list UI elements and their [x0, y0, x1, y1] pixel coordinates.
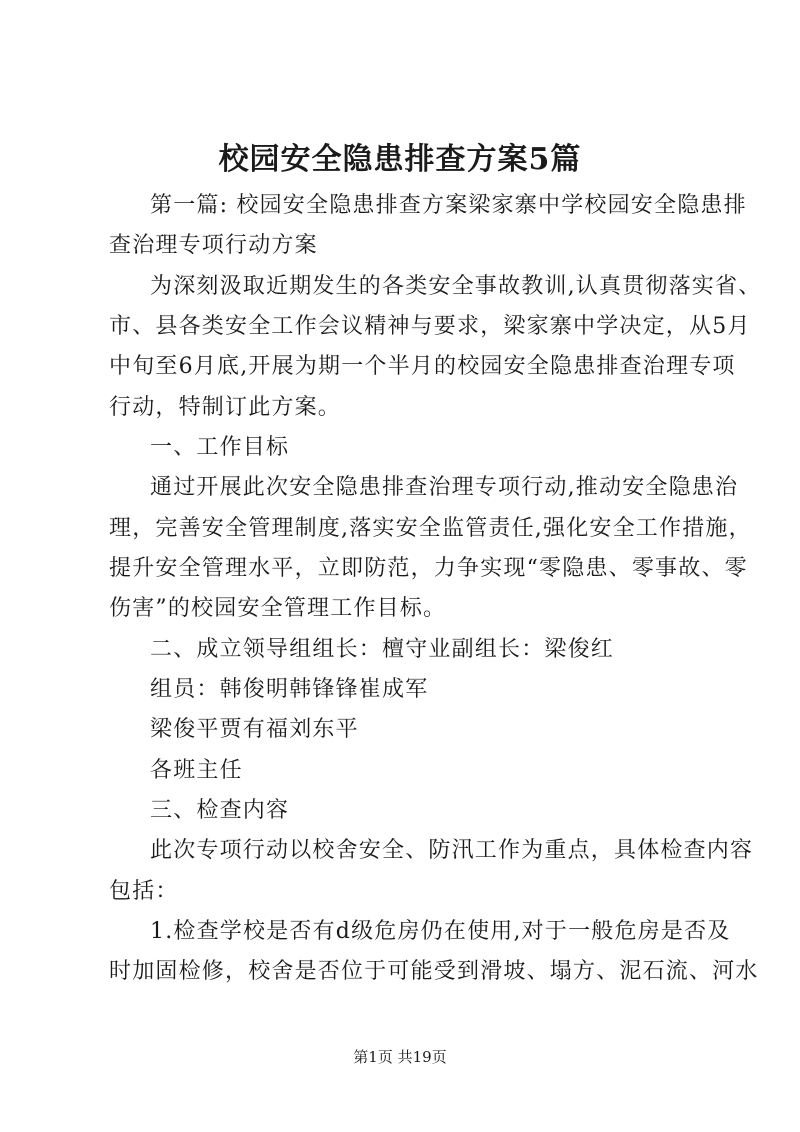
paragraph-line: 查治理专项行动方案 [109, 233, 318, 258]
paragraph-line: 中旬至6月底,开展为期一个半月的校园安全隐患排查治理专项 [109, 354, 736, 379]
section-heading: 二、成立领导组组长：檀守业副组长：梁俊红 [150, 637, 615, 662]
section-heading: 三、检查内容 [150, 798, 290, 823]
paragraph-line: 伤害”的校园安全管理工作目标。 [109, 596, 447, 621]
paragraph-line: 1.检查学校是否有d级危房仍在使用,对于一般危房是否及 [150, 919, 731, 944]
page-footer: 第1页 共19页 [353, 1048, 447, 1066]
paragraph-line: 为深刻汲取近期发生的各类安全事故教训,认真贯彻落实省、 [150, 274, 762, 299]
section-heading: 一、工作目标 [150, 435, 290, 460]
paragraph-line: 此次专项行动以校舍安全、防汛工作为重点，具体检查内容 [150, 838, 754, 863]
paragraph-line: 梁俊平贾有福刘东平 [150, 717, 359, 742]
paragraph-line: 第一篇: 校园安全隐患排查方案梁家寨中学校园安全隐患排 [150, 193, 747, 218]
paragraph-line: 理，完善安全管理制度,落实安全监管责任,强化安全工作措施， [109, 516, 752, 541]
paragraph-line: 市、县各类安全工作会议精神与要求，梁家寨中学决定，从5月 [109, 314, 751, 339]
paragraph-line: 提升安全管理水平，立即防范，力争实现“零隐患、零事故、零 [109, 556, 748, 581]
document-title: 校园安全隐患排查方案5篇 [218, 142, 582, 177]
paragraph-line: 包括： [109, 879, 179, 904]
paragraph-line: 组员：韩俊明韩锋锋崔成军 [150, 677, 429, 702]
paragraph-line: 各班主任 [150, 758, 243, 783]
paragraph-line: 通过开展此次安全隐患排查治理专项行动,推动安全隐患治 [150, 475, 739, 500]
paragraph-line: 行动，特制订此方案。 [109, 395, 342, 420]
paragraph-line: 时加固检修，校舍是否位于可能受到滑坡、塌方、泥石流、河水 [109, 959, 759, 984]
